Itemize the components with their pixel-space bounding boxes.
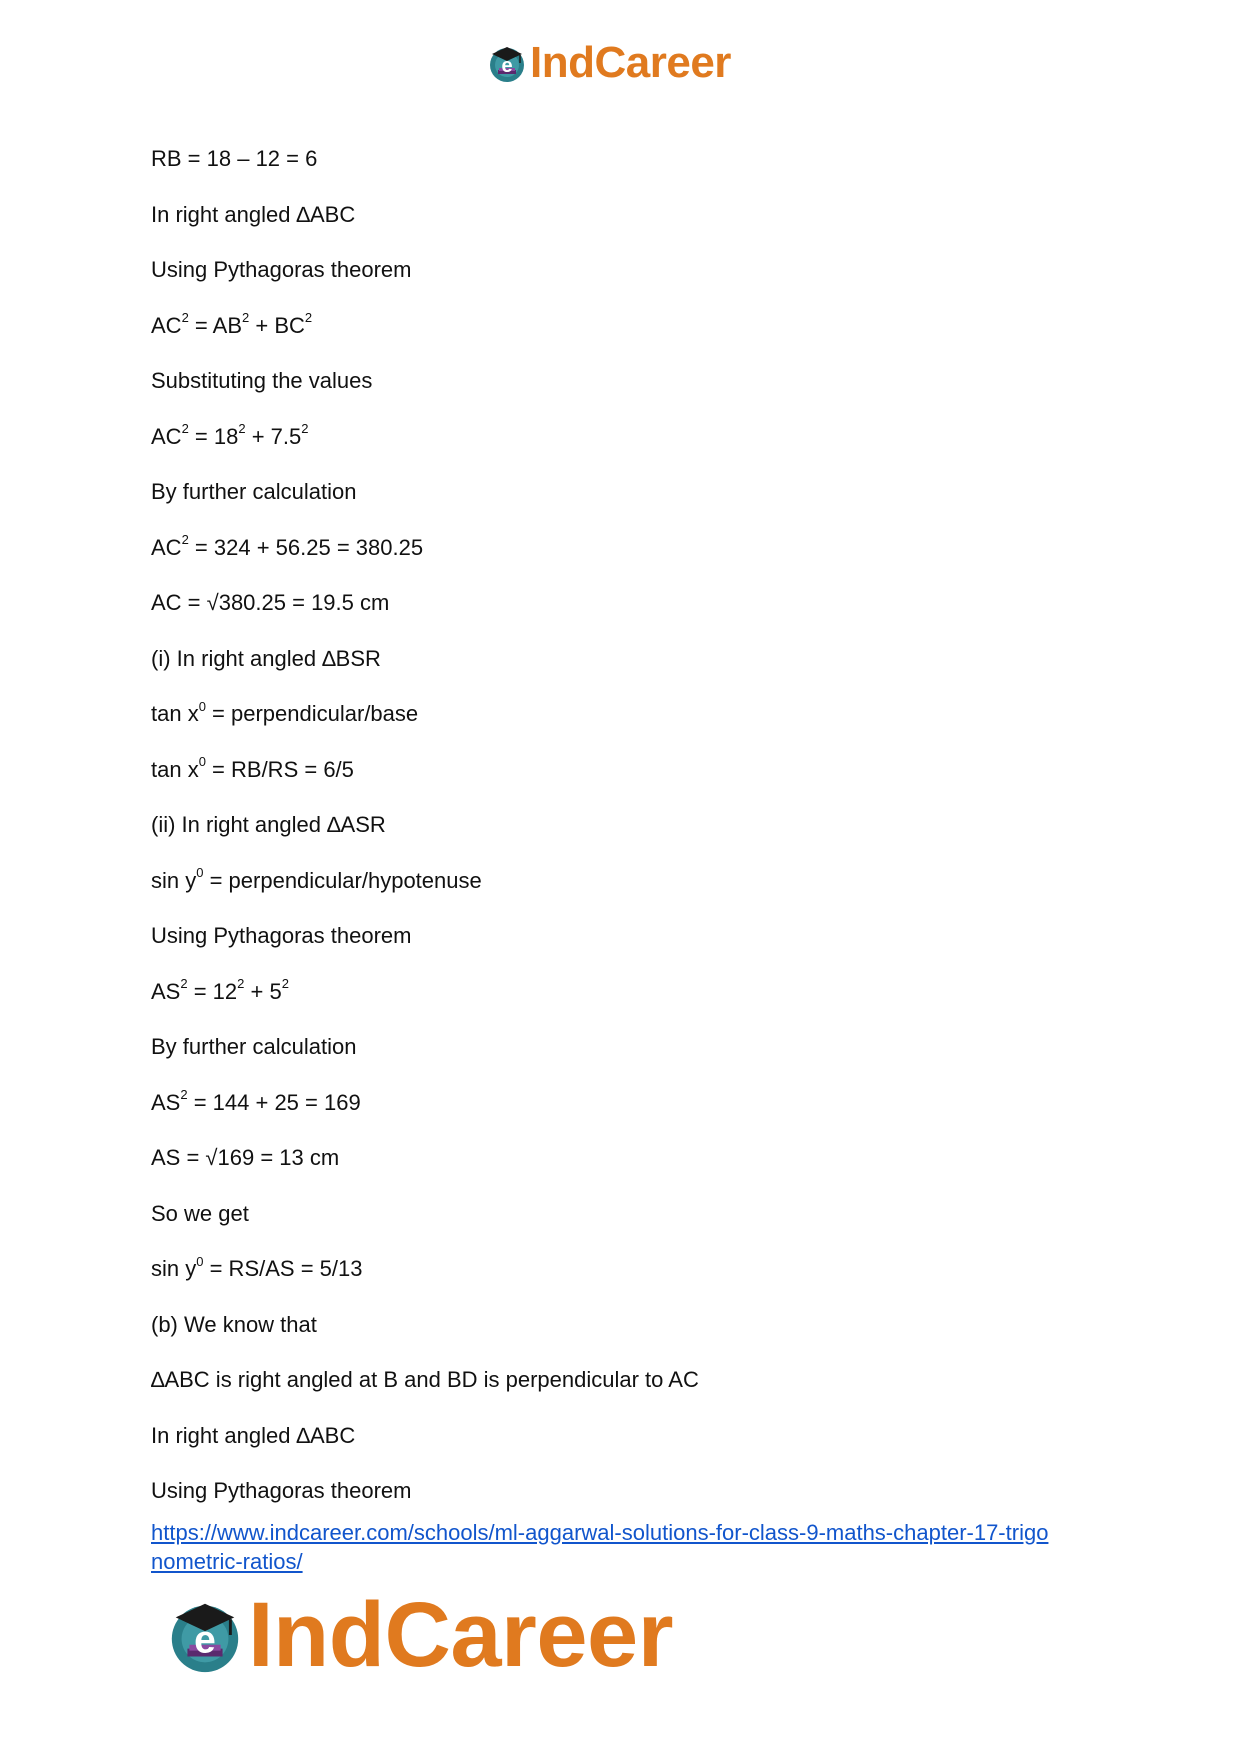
text-segment: = perpendicular/hypotenuse xyxy=(203,867,482,893)
text-segment: AS xyxy=(151,978,181,1004)
superscript: 2 xyxy=(180,976,188,992)
text-line xyxy=(151,146,1111,172)
source-link[interactable] xyxy=(151,1518,1111,1576)
superscript: 2 xyxy=(281,976,289,992)
text-line xyxy=(151,1087,1111,1116)
text-segment: AC xyxy=(151,312,182,338)
superscript: 0 xyxy=(198,698,206,714)
text-line xyxy=(151,1201,1111,1227)
text-line xyxy=(151,421,1111,450)
text-segment: Using Pythagoras theorem xyxy=(151,257,412,282)
text-line xyxy=(151,310,1111,339)
text-segment: AS = √169 = 13 cm xyxy=(151,1145,340,1170)
text-line xyxy=(151,1145,1111,1171)
indcareer-logo-icon xyxy=(164,1594,246,1676)
text-segment: Using Pythagoras theorem xyxy=(151,923,412,948)
text-segment: AC xyxy=(151,534,182,560)
text-line xyxy=(151,479,1111,505)
text-line xyxy=(151,646,1111,672)
text-segment: = 324 + 56.25 = 380.25 xyxy=(188,534,424,560)
text-segment: (i) In right angled ∆BSR xyxy=(151,645,381,671)
text-segment: In right angled ∆ABC xyxy=(151,1422,356,1448)
text-line xyxy=(151,698,1111,727)
indcareer-logo-icon xyxy=(486,42,528,84)
text-segment: ∆ABC is right angled at B and BD is perpendicular to AC xyxy=(151,1367,699,1392)
text-line xyxy=(151,1312,1111,1338)
text-line xyxy=(151,532,1111,561)
text-segment: = 18 xyxy=(188,423,239,449)
text-line xyxy=(151,812,1111,838)
text-segment: AS xyxy=(151,1089,181,1115)
text-segment: = RB/RS = 6/5 xyxy=(205,756,354,782)
text-segment: tan x xyxy=(151,756,199,782)
text-segment: Using Pythagoras theorem xyxy=(151,1478,412,1503)
source-link-line-1[interactable]: https://www.indcareer.com/schools/ml-aggarwal-solutions-for-class-9-maths-chapter-17-trigo xyxy=(151,1520,1049,1545)
text-line xyxy=(151,923,1111,949)
text-line xyxy=(151,1478,1111,1504)
superscript: 0 xyxy=(198,754,206,770)
superscript: 2 xyxy=(237,976,245,992)
text-segment: By further calculation xyxy=(151,1034,357,1059)
superscript: 2 xyxy=(301,421,309,437)
text-line xyxy=(151,865,1111,894)
text-segment: + BC xyxy=(249,312,305,338)
text-line xyxy=(151,368,1111,394)
footer-logo xyxy=(164,1584,673,1686)
text-segment: = 12 xyxy=(187,978,238,1004)
text-line xyxy=(151,257,1111,283)
text-segment: tan x xyxy=(151,701,199,726)
text-segment: AC xyxy=(151,423,182,449)
header-logo-text: IndCareer xyxy=(530,38,731,87)
header-logo xyxy=(486,40,731,86)
text-segment: = perpendicular/base xyxy=(205,701,419,726)
text-segment: = RS/AS = 5/13 xyxy=(203,1256,363,1281)
text-line xyxy=(151,1423,1111,1449)
text-line xyxy=(151,1367,1111,1393)
text-line xyxy=(151,590,1111,616)
text-segment: = AB xyxy=(188,312,243,338)
document-body xyxy=(151,146,1111,1504)
svg-text:e: e xyxy=(501,55,513,77)
svg-text:e: e xyxy=(194,1618,216,1662)
superscript: 2 xyxy=(181,310,189,326)
text-line xyxy=(151,1253,1111,1282)
text-line xyxy=(151,202,1111,228)
footer-logo-text: IndCareer xyxy=(248,1584,673,1686)
text-line xyxy=(151,976,1111,1005)
superscript: 2 xyxy=(242,310,250,326)
text-segment: = 144 + 25 = 169 xyxy=(187,1089,361,1115)
text-segment: Substituting the values xyxy=(151,368,373,393)
superscript: 0 xyxy=(196,865,204,881)
source-link-line-2[interactable]: nometric-ratios/ xyxy=(151,1549,303,1574)
superscript: 2 xyxy=(238,421,246,437)
text-segment: + 5 xyxy=(244,978,282,1004)
text-line xyxy=(151,754,1111,783)
superscript: 2 xyxy=(304,310,313,326)
text-segment: sin y xyxy=(151,1256,197,1281)
text-segment: sin y xyxy=(151,867,197,893)
text-segment: So we get xyxy=(151,1200,249,1226)
text-segment: (b) We know that xyxy=(151,1311,317,1337)
superscript: 2 xyxy=(181,421,189,437)
text-segment: RB = 18 – 12 = 6 xyxy=(151,146,318,171)
superscript: 0 xyxy=(196,1253,204,1269)
text-segment: + 7.5 xyxy=(245,423,302,449)
text-segment: (ii) In right angled ∆ASR xyxy=(151,812,386,837)
superscript: 2 xyxy=(180,1087,188,1103)
superscript: 2 xyxy=(181,532,189,548)
text-segment: AC = √380.25 = 19.5 cm xyxy=(151,590,390,615)
text-line xyxy=(151,1034,1111,1060)
text-segment: By further calculation xyxy=(151,479,357,504)
text-segment: In right angled ∆ABC xyxy=(151,201,356,227)
